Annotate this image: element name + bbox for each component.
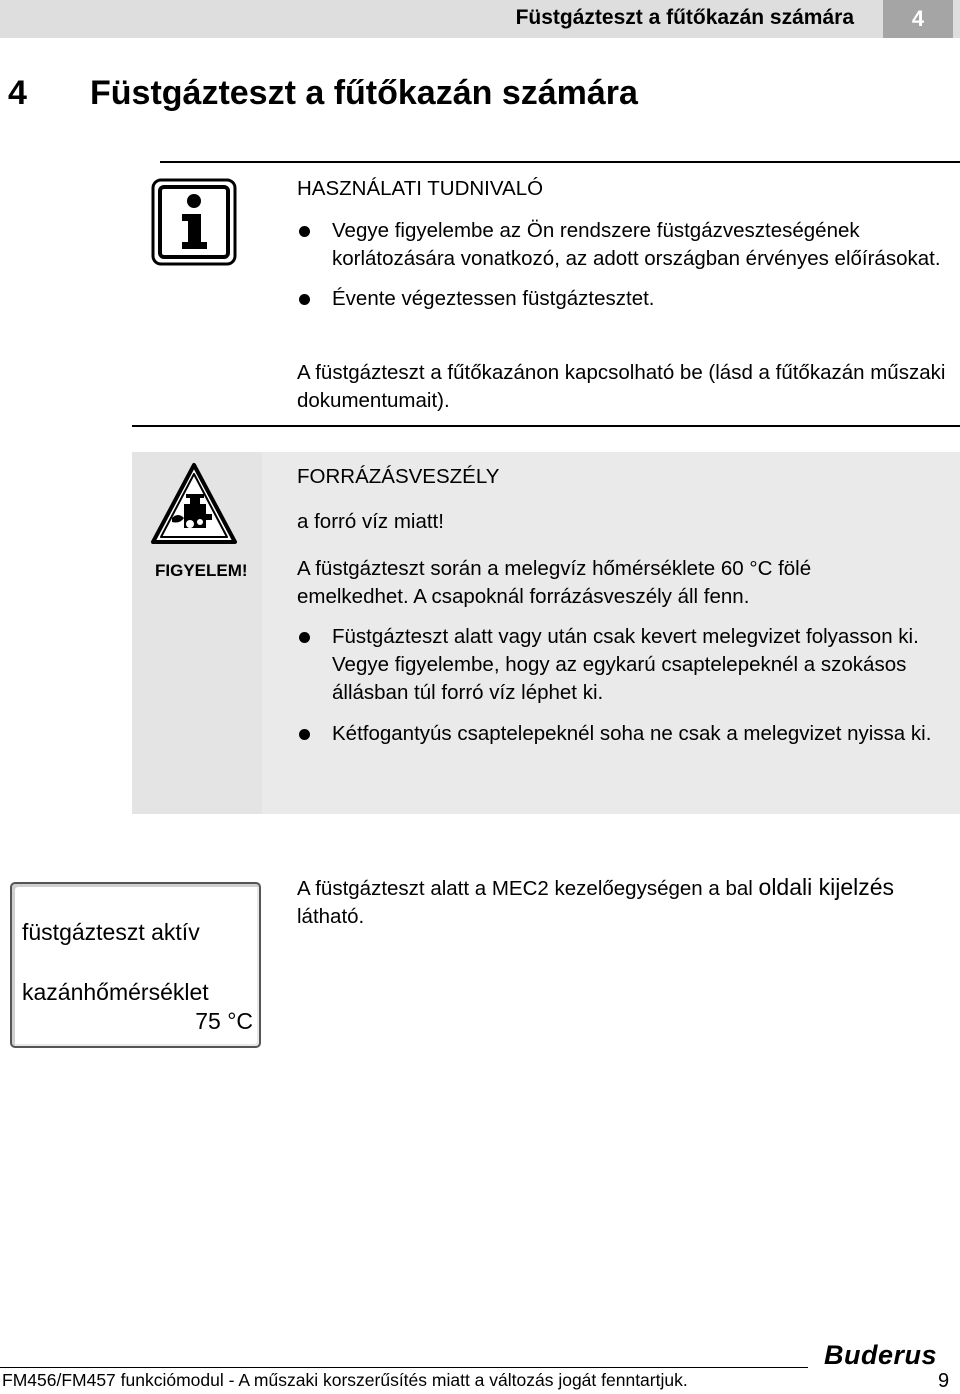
chapter-number: 4 bbox=[8, 74, 27, 112]
scalding-hazard-icon bbox=[150, 462, 238, 546]
footer-divider bbox=[0, 1367, 808, 1368]
footer-text: FM456/FM457 funkciómodul - A műszaki korszerűsítés miatt a változás jogát fenntartjuk. bbox=[2, 1370, 688, 1390]
list-item: Füstgázteszt alatt vagy után csak kevert melegvizet folyasson ki. Vegye figyelembe, hogy az egykarú csaptelepeknél a szokásos állásban túl forró víz léphet ki. bbox=[297, 623, 952, 707]
info-icon bbox=[151, 178, 237, 266]
display-line-value: 75 °C bbox=[195, 1008, 253, 1034]
section-divider bbox=[132, 425, 960, 427]
usage-note-list bbox=[297, 217, 947, 313]
chapter-title: Füstgázteszt a fűtőkazán számára bbox=[90, 74, 638, 112]
list-item: Vegye figyelembe az Ön rendszere füstgázveszteségének korlátozására vonatkozó, az adott országban érvényes előírásokat. bbox=[297, 217, 947, 273]
header-section-number: 4 bbox=[883, 0, 953, 38]
warning-subheading: a forró víz miatt! bbox=[297, 510, 444, 533]
usage-note-paragraph: A füstgázteszt a fűtőkazánon kapcsolható be (lásd a fűtőkazán műszaki dokumentumait). bbox=[297, 361, 946, 412]
list-item: Kétfogantyús csaptelepeknél soha ne csak a melegvizet nyissa ki. bbox=[297, 720, 952, 748]
list-item: Évente végeztessen füstgáztesztet. bbox=[297, 285, 947, 313]
page-number: 9 bbox=[938, 1370, 950, 1392]
warning-label: FIGYELEM! bbox=[155, 561, 248, 580]
display-line-label: kazánhőmérséklet bbox=[22, 979, 209, 1005]
brand-logo: Buderus bbox=[824, 1340, 938, 1370]
control-unit-display bbox=[10, 882, 261, 1048]
header-section-title: Füstgázteszt a fűtőkazán számára bbox=[515, 6, 854, 29]
display-caption: A füstgázteszt alatt a MEC2 kezelőegységen a bal oldali kijelzés látható. bbox=[297, 874, 895, 928]
section-divider bbox=[160, 161, 960, 163]
usage-note-heading: HASZNÁLATI TUDNIVALÓ bbox=[297, 177, 544, 200]
warning-heading: FORRÁZÁSVESZÉLY bbox=[297, 465, 500, 488]
warning-paragraph: A füstgázteszt során a melegvíz hőmérséklete 60 °C fölé emelkedhet. A csapoknál forrázásveszély áll fenn. bbox=[297, 557, 812, 608]
display-line-status: füstgázteszt aktív bbox=[22, 919, 200, 945]
warning-list bbox=[297, 623, 952, 748]
